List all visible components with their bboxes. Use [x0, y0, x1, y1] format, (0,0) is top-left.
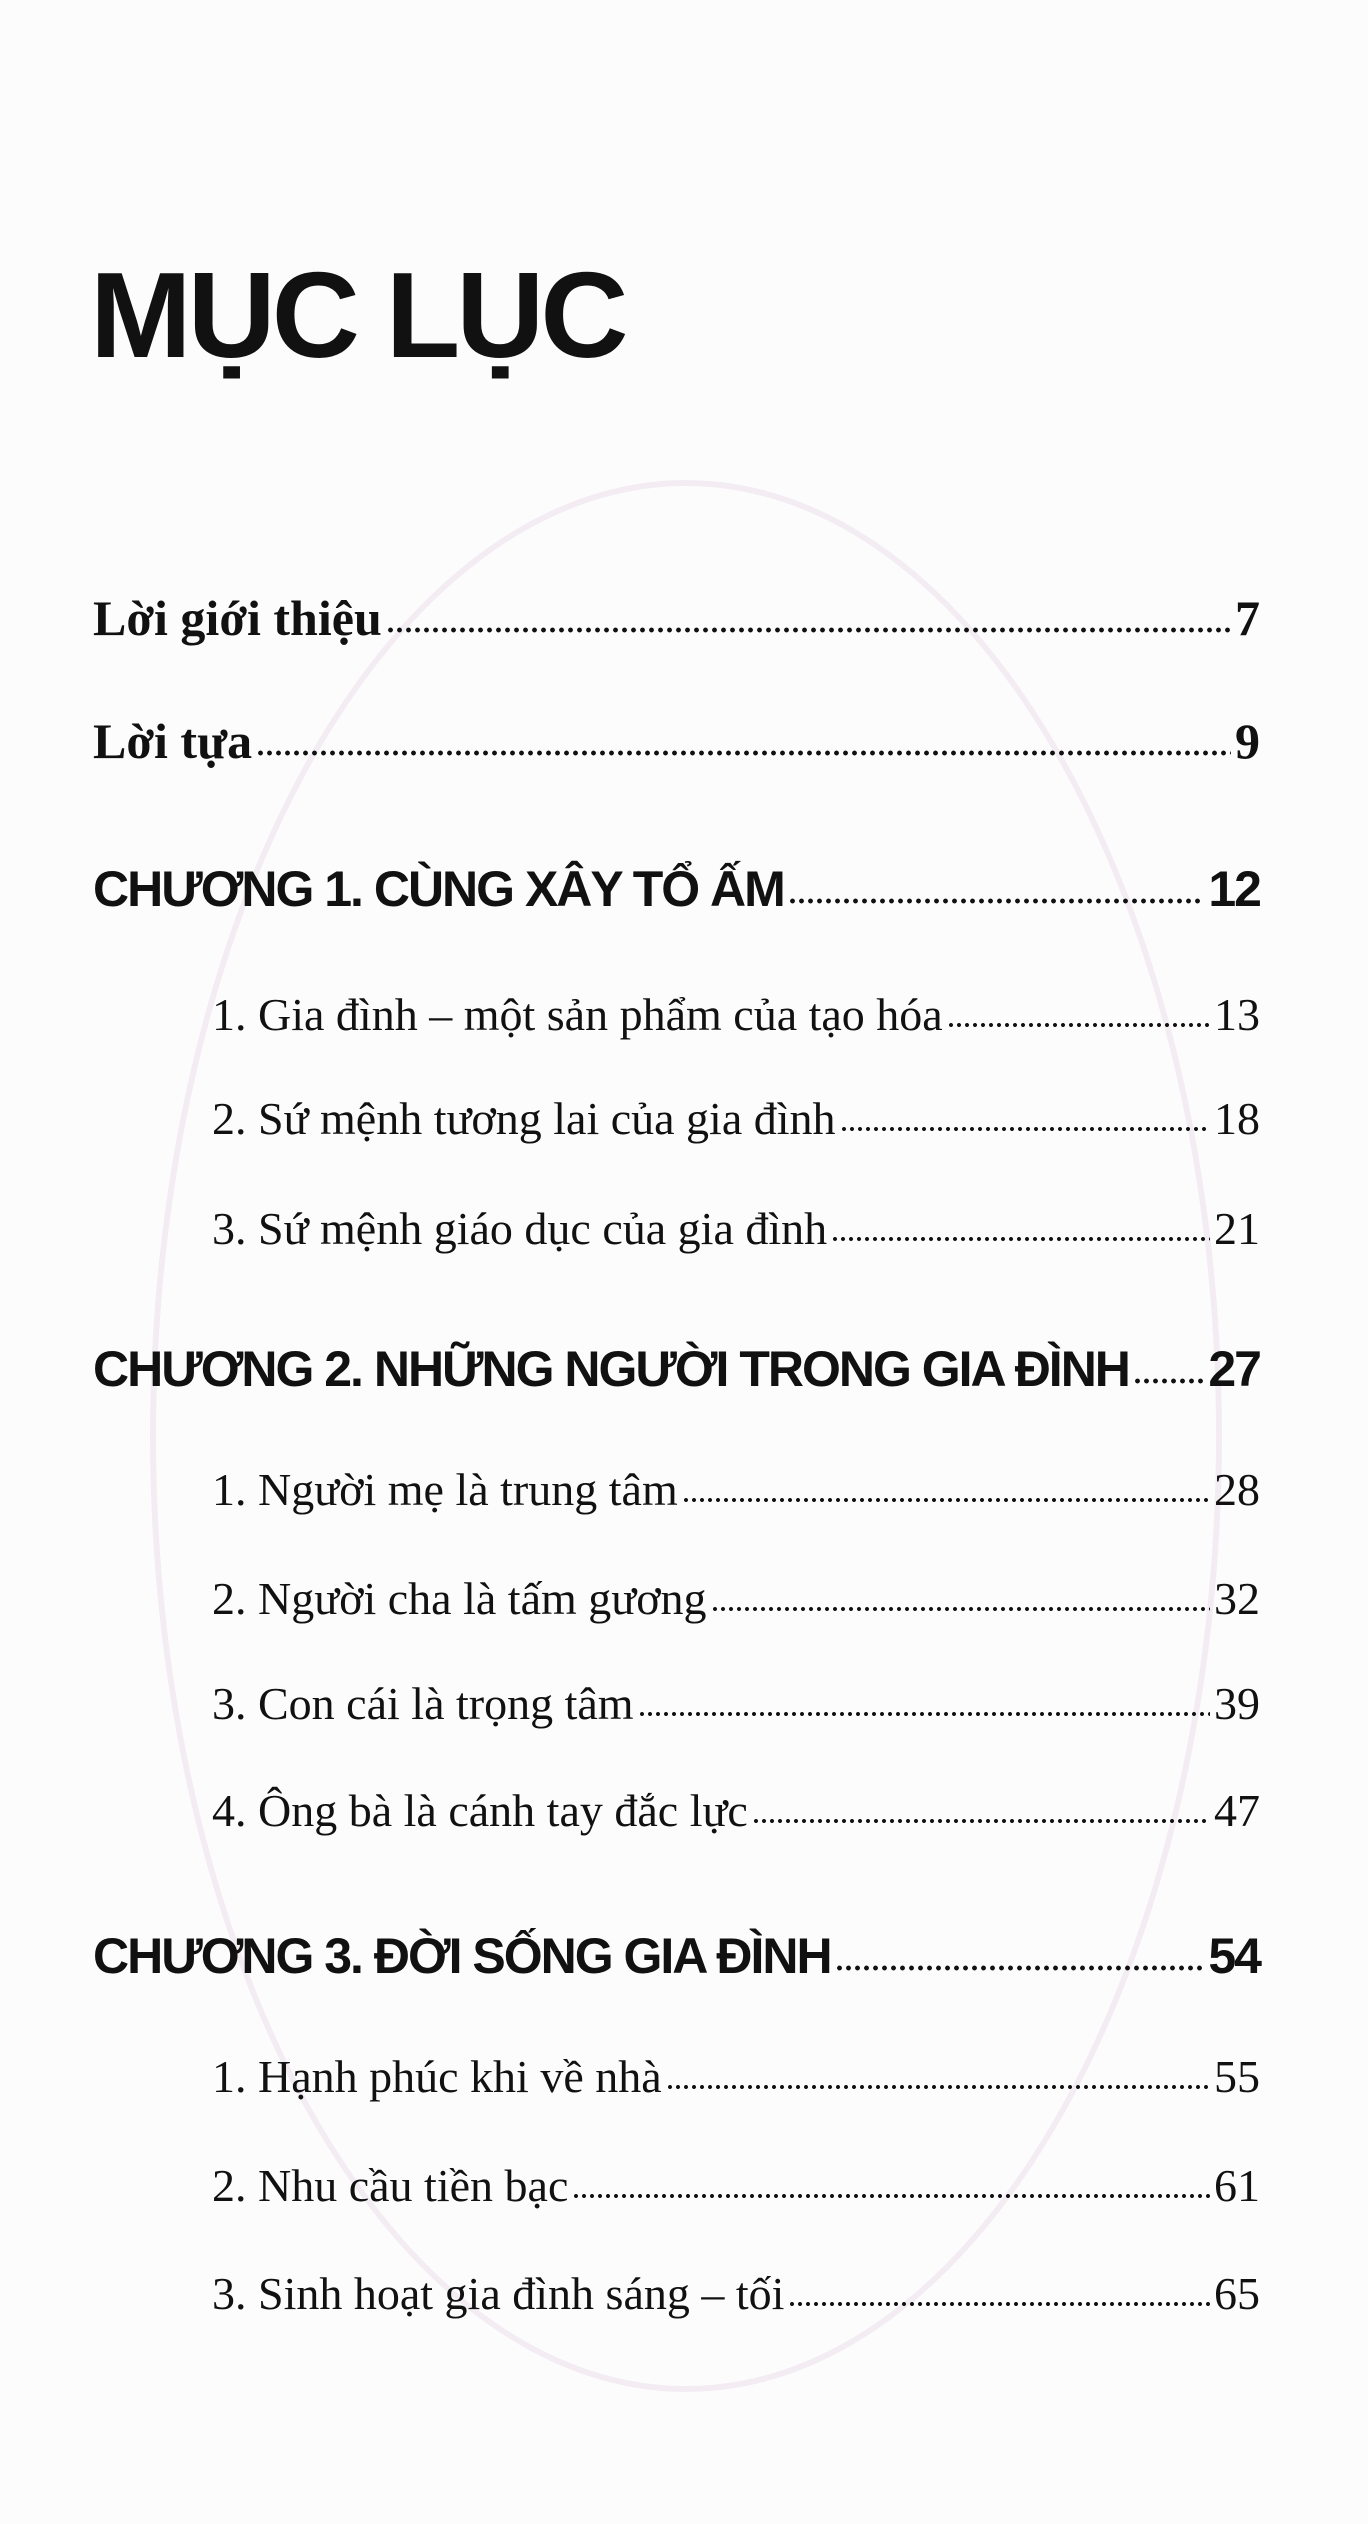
toc-entry-chap: [93, 1334, 1260, 1404]
toc-entry-sub: [212, 1669, 1260, 1739]
toc-page-number: 54: [1208, 1928, 1260, 1984]
dot-leader: [572, 2191, 1210, 2201]
toc-page-number: 47: [1214, 1785, 1260, 1836]
toc-entry-label: 2. Nhu cầu tiền bạc: [212, 2160, 569, 2211]
toc-entry-chap: [93, 1921, 1260, 1991]
toc-entry-label: 3. Con cái là trọng tâm: [212, 1678, 634, 1729]
toc-entry-label: CHƯƠNG 1. CÙNG XÂY TỔ ẤM: [93, 861, 784, 917]
toc-entry-label: 3. Sứ mệnh giáo dục của gia đình: [212, 1203, 828, 1254]
toc-page-number: 12: [1208, 861, 1260, 917]
toc-entry-label: Lời tựa: [93, 713, 253, 769]
dot-leader: [1133, 1376, 1204, 1386]
dot-leader: [666, 2082, 1210, 2092]
toc-page-number: 27: [1208, 1341, 1260, 1397]
toc-entry-top: [93, 583, 1260, 653]
page-title: MỤC LỤC: [90, 247, 625, 383]
dot-leader: [386, 625, 1231, 635]
toc-page-number: 13: [1214, 989, 1260, 1040]
toc-entry-label: CHƯƠNG 2. NHỮNG NGƯỜI TRONG GIA ĐÌNH: [93, 1341, 1129, 1397]
toc-page-number: 32: [1214, 1573, 1260, 1624]
toc-entry-sub: [212, 1776, 1260, 1846]
dot-leader: [831, 1234, 1210, 1244]
dot-leader: [840, 1124, 1210, 1134]
dot-leader: [835, 1963, 1205, 1973]
toc-page-number: 55: [1214, 2051, 1260, 2102]
toc-entry-sub: [212, 2151, 1260, 2221]
toc-entry-label: 1. Hạnh phúc khi về nhà: [212, 2051, 662, 2102]
dot-leader: [947, 1020, 1210, 1030]
toc-entry-label: 3. Sinh hoạt gia đình sáng – tối: [212, 2268, 785, 2319]
toc-entry-sub: [212, 1194, 1260, 1264]
toc-page-number: 61: [1214, 2160, 1260, 2211]
toc-entry-label: 4. Ông bà là cánh tay đắc lực: [212, 1785, 748, 1836]
toc-entry-label: 1. Người mẹ là trung tâm: [212, 1464, 678, 1515]
toc-page-number: 65: [1214, 2268, 1260, 2319]
dot-leader: [711, 1604, 1210, 1614]
dot-leader: [256, 748, 1231, 758]
toc-entry-label: 2. Sứ mệnh tương lai của gia đình: [212, 1093, 836, 1144]
toc-page-number: 21: [1214, 1203, 1260, 1254]
toc-entry-sub: [212, 2259, 1260, 2329]
toc-entry-label: 1. Gia đình – một sản phẩm của tạo hóa: [212, 989, 943, 1040]
toc-entry-sub: [212, 980, 1260, 1050]
toc-page-number: 18: [1214, 1093, 1260, 1144]
toc-entry-sub: [212, 1455, 1260, 1525]
toc-entry-sub: [212, 1564, 1260, 1634]
toc-page-number: 39: [1214, 1678, 1260, 1729]
dot-leader: [638, 1709, 1210, 1719]
dot-leader: [682, 1495, 1210, 1505]
toc-page-number: 7: [1235, 590, 1260, 646]
toc-entry-sub: [212, 2042, 1260, 2112]
toc-entry-sub: [212, 1084, 1260, 1154]
toc-entry-chap: [93, 854, 1260, 924]
toc-entry-label: CHƯƠNG 3. ĐỜI SỐNG GIA ĐÌNH: [93, 1928, 831, 1984]
toc-page-number: 28: [1214, 1464, 1260, 1515]
toc-entry-label: 2. Người cha là tấm gương: [212, 1573, 707, 1624]
dot-leader: [788, 2299, 1210, 2309]
toc-page-number: 9: [1235, 713, 1260, 769]
dot-leader: [788, 896, 1205, 906]
toc-entry-top: [93, 706, 1260, 776]
dot-leader: [752, 1816, 1210, 1826]
toc-entry-label: Lời giới thiệu: [93, 590, 382, 646]
